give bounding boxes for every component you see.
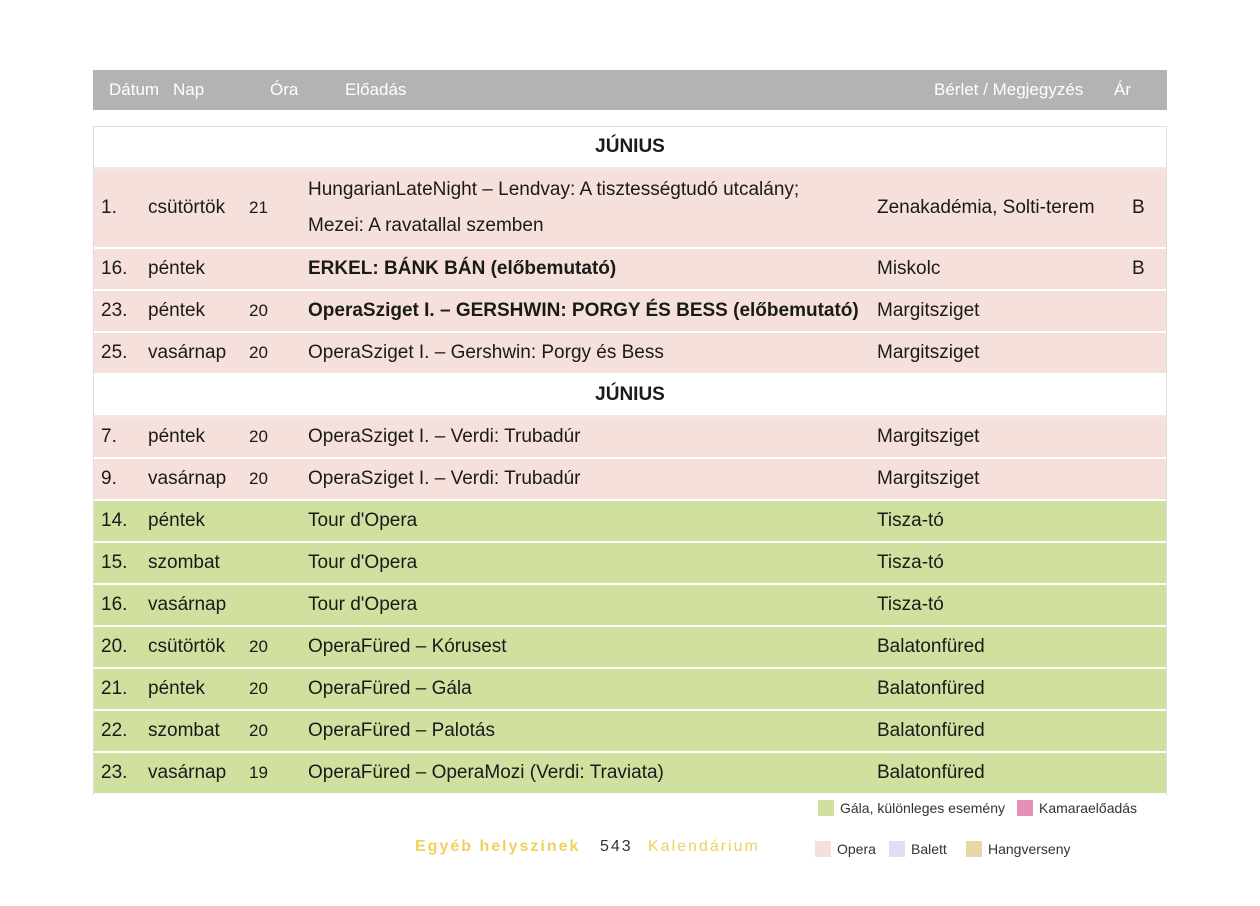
cell-date: 15. bbox=[101, 552, 128, 573]
cell-day: péntek bbox=[148, 258, 206, 279]
cell-hour: 20 bbox=[249, 427, 268, 446]
cell-venue: Zenakadémia, Solti-terem bbox=[877, 197, 1095, 218]
legend-gala-label: Gála, különleges esemény bbox=[840, 800, 1005, 816]
legend-opera-swatch bbox=[815, 841, 831, 857]
month-label: JÚNIUS bbox=[595, 136, 665, 157]
cell-day: vasárnap bbox=[148, 762, 227, 783]
cell-day: péntek bbox=[148, 300, 206, 321]
table-header bbox=[93, 70, 1167, 110]
cell-performance: OperaFüred – OperaMozi (Verdi: Traviata) bbox=[308, 762, 664, 783]
cell-date: 7. bbox=[101, 426, 117, 447]
cell-performance: Tour d'Opera bbox=[308, 552, 418, 573]
cell-price: B bbox=[1132, 197, 1145, 218]
cell-performance: OperaSziget I. – Verdi: Trubadúr bbox=[308, 468, 581, 489]
cell-day: péntek bbox=[148, 510, 206, 531]
table-row bbox=[94, 459, 1166, 501]
legend-opera bbox=[815, 841, 876, 857]
cell-performance: OperaFüred – Palotás bbox=[308, 720, 495, 741]
cell-venue: Margitsziget bbox=[877, 300, 980, 321]
cell-hour: 20 bbox=[249, 637, 268, 656]
cell-venue: Margitsziget bbox=[877, 342, 980, 363]
header-performance: Előadás bbox=[345, 80, 407, 99]
table-row bbox=[94, 711, 1166, 753]
cell-hour: 20 bbox=[249, 343, 268, 362]
header-price: Ár bbox=[1114, 80, 1131, 99]
cell-performance: OperaFüred – Kórusest bbox=[308, 636, 507, 657]
cell-date: 16. bbox=[101, 594, 128, 615]
legend-ballet-label: Balett bbox=[911, 841, 947, 857]
cell-day: péntek bbox=[148, 678, 206, 699]
legend-chamber-swatch bbox=[1017, 800, 1033, 816]
cell-date: 20. bbox=[101, 636, 128, 657]
cell-hour: 20 bbox=[249, 721, 268, 740]
legend-ballet bbox=[889, 841, 947, 857]
legend-ballet-swatch bbox=[889, 841, 905, 857]
cell-date: 16. bbox=[101, 258, 128, 279]
cell-day: vasárnap bbox=[148, 342, 227, 363]
cell-hour: 20 bbox=[249, 301, 268, 320]
cell-date: 9. bbox=[101, 468, 117, 489]
cell-venue: Margitsziget bbox=[877, 426, 980, 447]
cell-performance: HungarianLateNight – Lendvay: A tisztességtudó utcalány; Mezei: A ravatallal szemben bbox=[308, 179, 800, 236]
month-header bbox=[94, 127, 1166, 169]
cell-venue: Margitsziget bbox=[877, 468, 980, 489]
cell-performance: OperaSziget I. – Verdi: Trubadúr bbox=[308, 426, 581, 447]
month-header bbox=[94, 375, 1166, 417]
table-row bbox=[94, 501, 1166, 543]
cell-date: 23. bbox=[101, 762, 128, 783]
cell-hour: 19 bbox=[249, 763, 268, 782]
table-row bbox=[94, 543, 1166, 585]
cell-performance: Tour d'Opera bbox=[308, 510, 418, 531]
legend-concert-swatch bbox=[966, 841, 982, 857]
cell-day: csütörtök bbox=[148, 197, 226, 218]
table-row bbox=[94, 249, 1166, 291]
cell-hour: 20 bbox=[249, 469, 268, 488]
legend-concert bbox=[966, 841, 1071, 857]
header-hour: Óra bbox=[270, 80, 299, 99]
cell-venue: Balatonfüred bbox=[877, 720, 985, 741]
cell-venue: Tisza-tó bbox=[877, 510, 944, 531]
cell-performance: OperaSziget I. – Gershwin: Porgy és Bess bbox=[308, 342, 664, 363]
cell-date: 25. bbox=[101, 342, 128, 363]
cell-performance: OperaSziget I. – GERSHWIN: PORGY ÉS BESS (előbemutató) bbox=[308, 300, 859, 321]
cell-venue: Balatonfüred bbox=[877, 762, 985, 783]
legend-concert-label: Hangverseny bbox=[988, 841, 1071, 857]
cell-hour: 21 bbox=[249, 198, 268, 217]
legend-gala bbox=[818, 800, 1005, 816]
table-row bbox=[94, 169, 1166, 249]
table-row bbox=[94, 585, 1166, 627]
cell-day: szombat bbox=[148, 552, 220, 573]
cell-venue: Tisza-tó bbox=[877, 594, 944, 615]
table-row bbox=[94, 627, 1166, 669]
header-date: Dátum bbox=[109, 80, 160, 99]
table-row bbox=[94, 669, 1166, 711]
table-row bbox=[94, 753, 1166, 795]
cell-day: szombat bbox=[148, 720, 220, 741]
cell-day: vasárnap bbox=[148, 594, 227, 615]
cell-day: péntek bbox=[148, 426, 206, 447]
cell-date: 1. bbox=[101, 197, 117, 218]
month-label: JÚNIUS bbox=[595, 384, 665, 405]
cell-date: 22. bbox=[101, 720, 128, 741]
cell-performance: ERKEL: BÁNK BÁN (előbemutató) bbox=[308, 258, 617, 279]
table-row bbox=[94, 333, 1166, 375]
cell-venue: Tisza-tó bbox=[877, 552, 944, 573]
legend-opera-label: Opera bbox=[837, 841, 876, 857]
cell-venue: Miskolc bbox=[877, 258, 941, 279]
cell-performance: OperaFüred – Gála bbox=[308, 678, 472, 699]
cell-date: 21. bbox=[101, 678, 128, 699]
header-venue: Bérlet / Megjegyzés bbox=[934, 80, 1084, 99]
table-row bbox=[94, 291, 1166, 333]
cell-date: 23. bbox=[101, 300, 128, 321]
schedule-table bbox=[93, 126, 1167, 795]
page-number: 543 bbox=[600, 838, 633, 855]
legend-gala-swatch bbox=[818, 800, 834, 816]
cell-date: 14. bbox=[101, 510, 128, 531]
cell-day: csütörtök bbox=[148, 636, 226, 657]
table-row bbox=[94, 417, 1166, 459]
legend-chamber-label: Kamaraelőadás bbox=[1039, 800, 1138, 816]
cell-day: vasárnap bbox=[148, 468, 227, 489]
cell-performance: Tour d'Opera bbox=[308, 594, 418, 615]
footer-section: Egyéb helyszínek bbox=[415, 838, 581, 855]
footer-calendar: Kalendárium bbox=[648, 838, 760, 855]
cell-price: B bbox=[1132, 258, 1145, 279]
cell-hour: 20 bbox=[249, 679, 268, 698]
header-day: Nap bbox=[173, 80, 205, 99]
legend-chamber bbox=[1017, 800, 1137, 816]
cell-venue: Balatonfüred bbox=[877, 636, 985, 657]
cell-venue: Balatonfüred bbox=[877, 678, 985, 699]
